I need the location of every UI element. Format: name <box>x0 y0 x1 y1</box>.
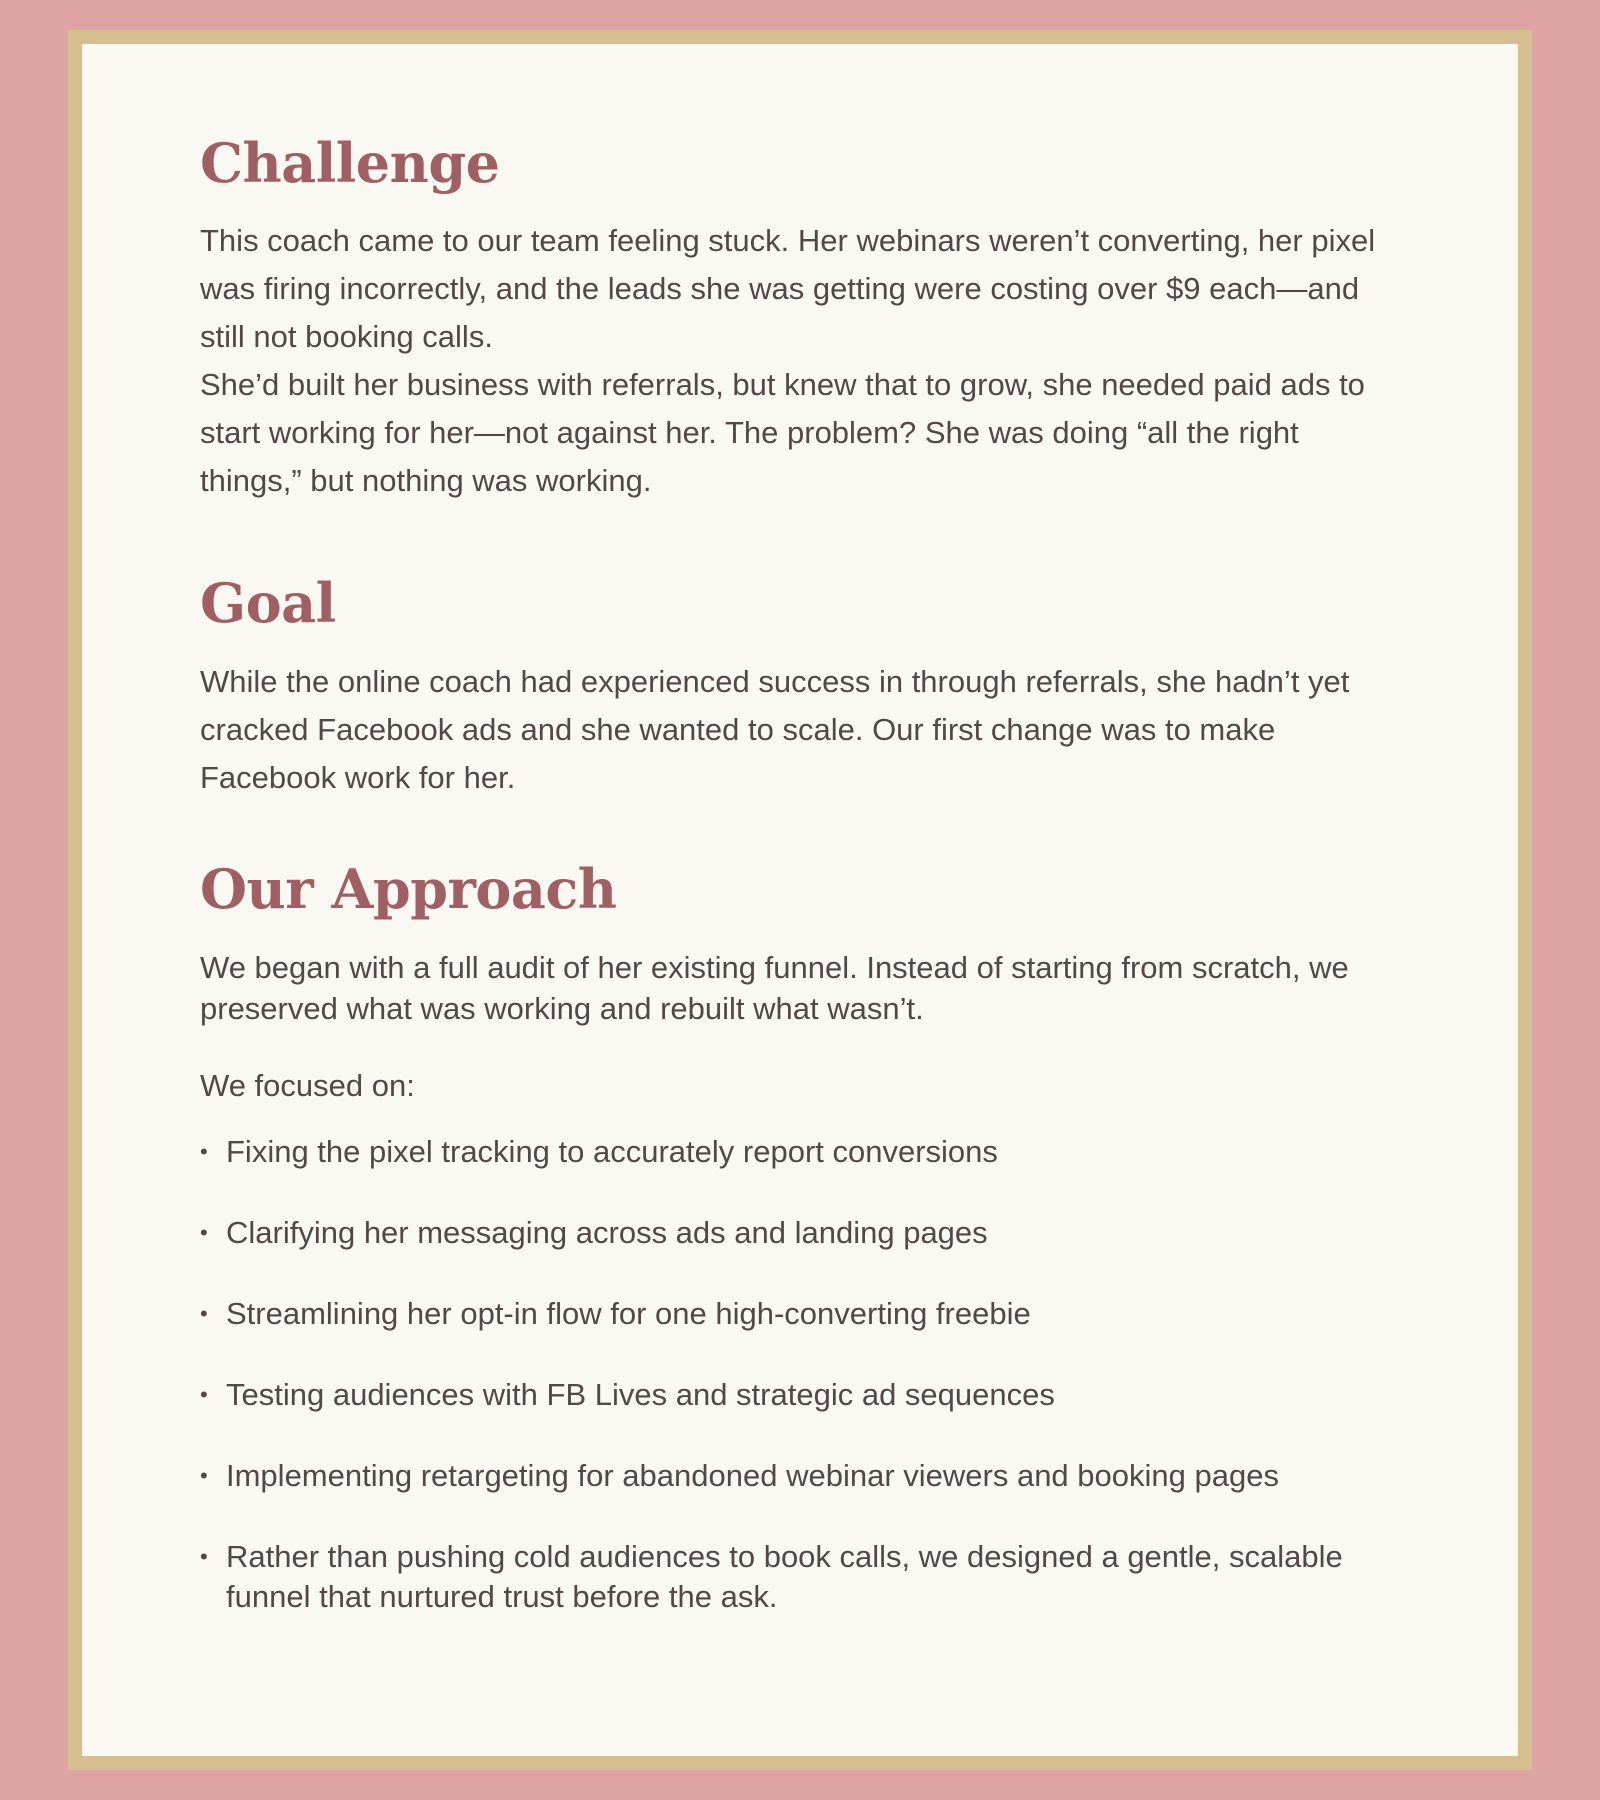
goal-paragraph: While the online coach had experienced success in through referrals, she hadn’t yet cracked Facebook ads and she wanted to scale. Our first change was to make Facebook work for her. <box>200 663 1350 795</box>
bullet-icon: • <box>200 1220 208 1246</box>
list-item <box>200 1375 1406 1415</box>
approach-section <box>200 856 1406 1617</box>
bullet-icon: • <box>200 1301 208 1327</box>
bullet-icon: • <box>200 1544 208 1570</box>
approach-heading: Our Approach <box>200 856 617 921</box>
case-study-frame <box>68 30 1532 1770</box>
list-item <box>200 1537 1406 1617</box>
bullet-icon: • <box>200 1382 208 1408</box>
challenge-paragraph-2: She’d built her business with referrals, but knew that to grow, she needed paid ads to start working for her—not against her. The problem? She was doing “all the right things,” but nothing was working. <box>200 367 1365 499</box>
list-item-text: Clarifying her messaging across ads and landing pages <box>226 1215 988 1251</box>
focus-list <box>200 1132 1406 1617</box>
goal-heading: Goal <box>200 571 336 636</box>
list-item-text: Rather than pushing cold audiences to book calls, we designed a gentle, scalable funnel that nurtured trust before the ask. <box>226 1539 1343 1615</box>
approach-intro: We began with a full audit of her existing funnel. Instead of starting from scratch, we preserved what was working and rebuilt what wasn’t. <box>200 950 1349 1027</box>
list-item <box>200 1213 1406 1253</box>
list-item <box>200 1456 1406 1496</box>
list-item-text: Implementing retargeting for abandoned webinar viewers and booking pages <box>226 1458 1279 1494</box>
bullet-icon: • <box>200 1463 208 1489</box>
case-study-card <box>82 44 1518 1756</box>
bullet-icon: • <box>200 1139 208 1165</box>
list-item-text: Testing audiences with FB Lives and strategic ad sequences <box>226 1377 1055 1413</box>
focus-label: We focused on: <box>200 1068 415 1104</box>
list-item-text: Fixing the pixel tracking to accurately report conversions <box>226 1134 998 1170</box>
list-item-text: Streamlining her opt-in flow for one high-converting freebie <box>226 1296 1031 1332</box>
list-item <box>200 1132 1406 1172</box>
challenge-heading: Challenge <box>200 131 500 195</box>
challenge-paragraph-1: This coach came to our team feeling stuck. Her webinars weren’t converting, her pixel was firing incorrectly, and the leads she was getting were costing over $9 each—and still not booking calls. <box>200 223 1376 355</box>
goal-section <box>200 571 1406 801</box>
list-item <box>200 1294 1406 1334</box>
challenge-section <box>200 131 1406 505</box>
